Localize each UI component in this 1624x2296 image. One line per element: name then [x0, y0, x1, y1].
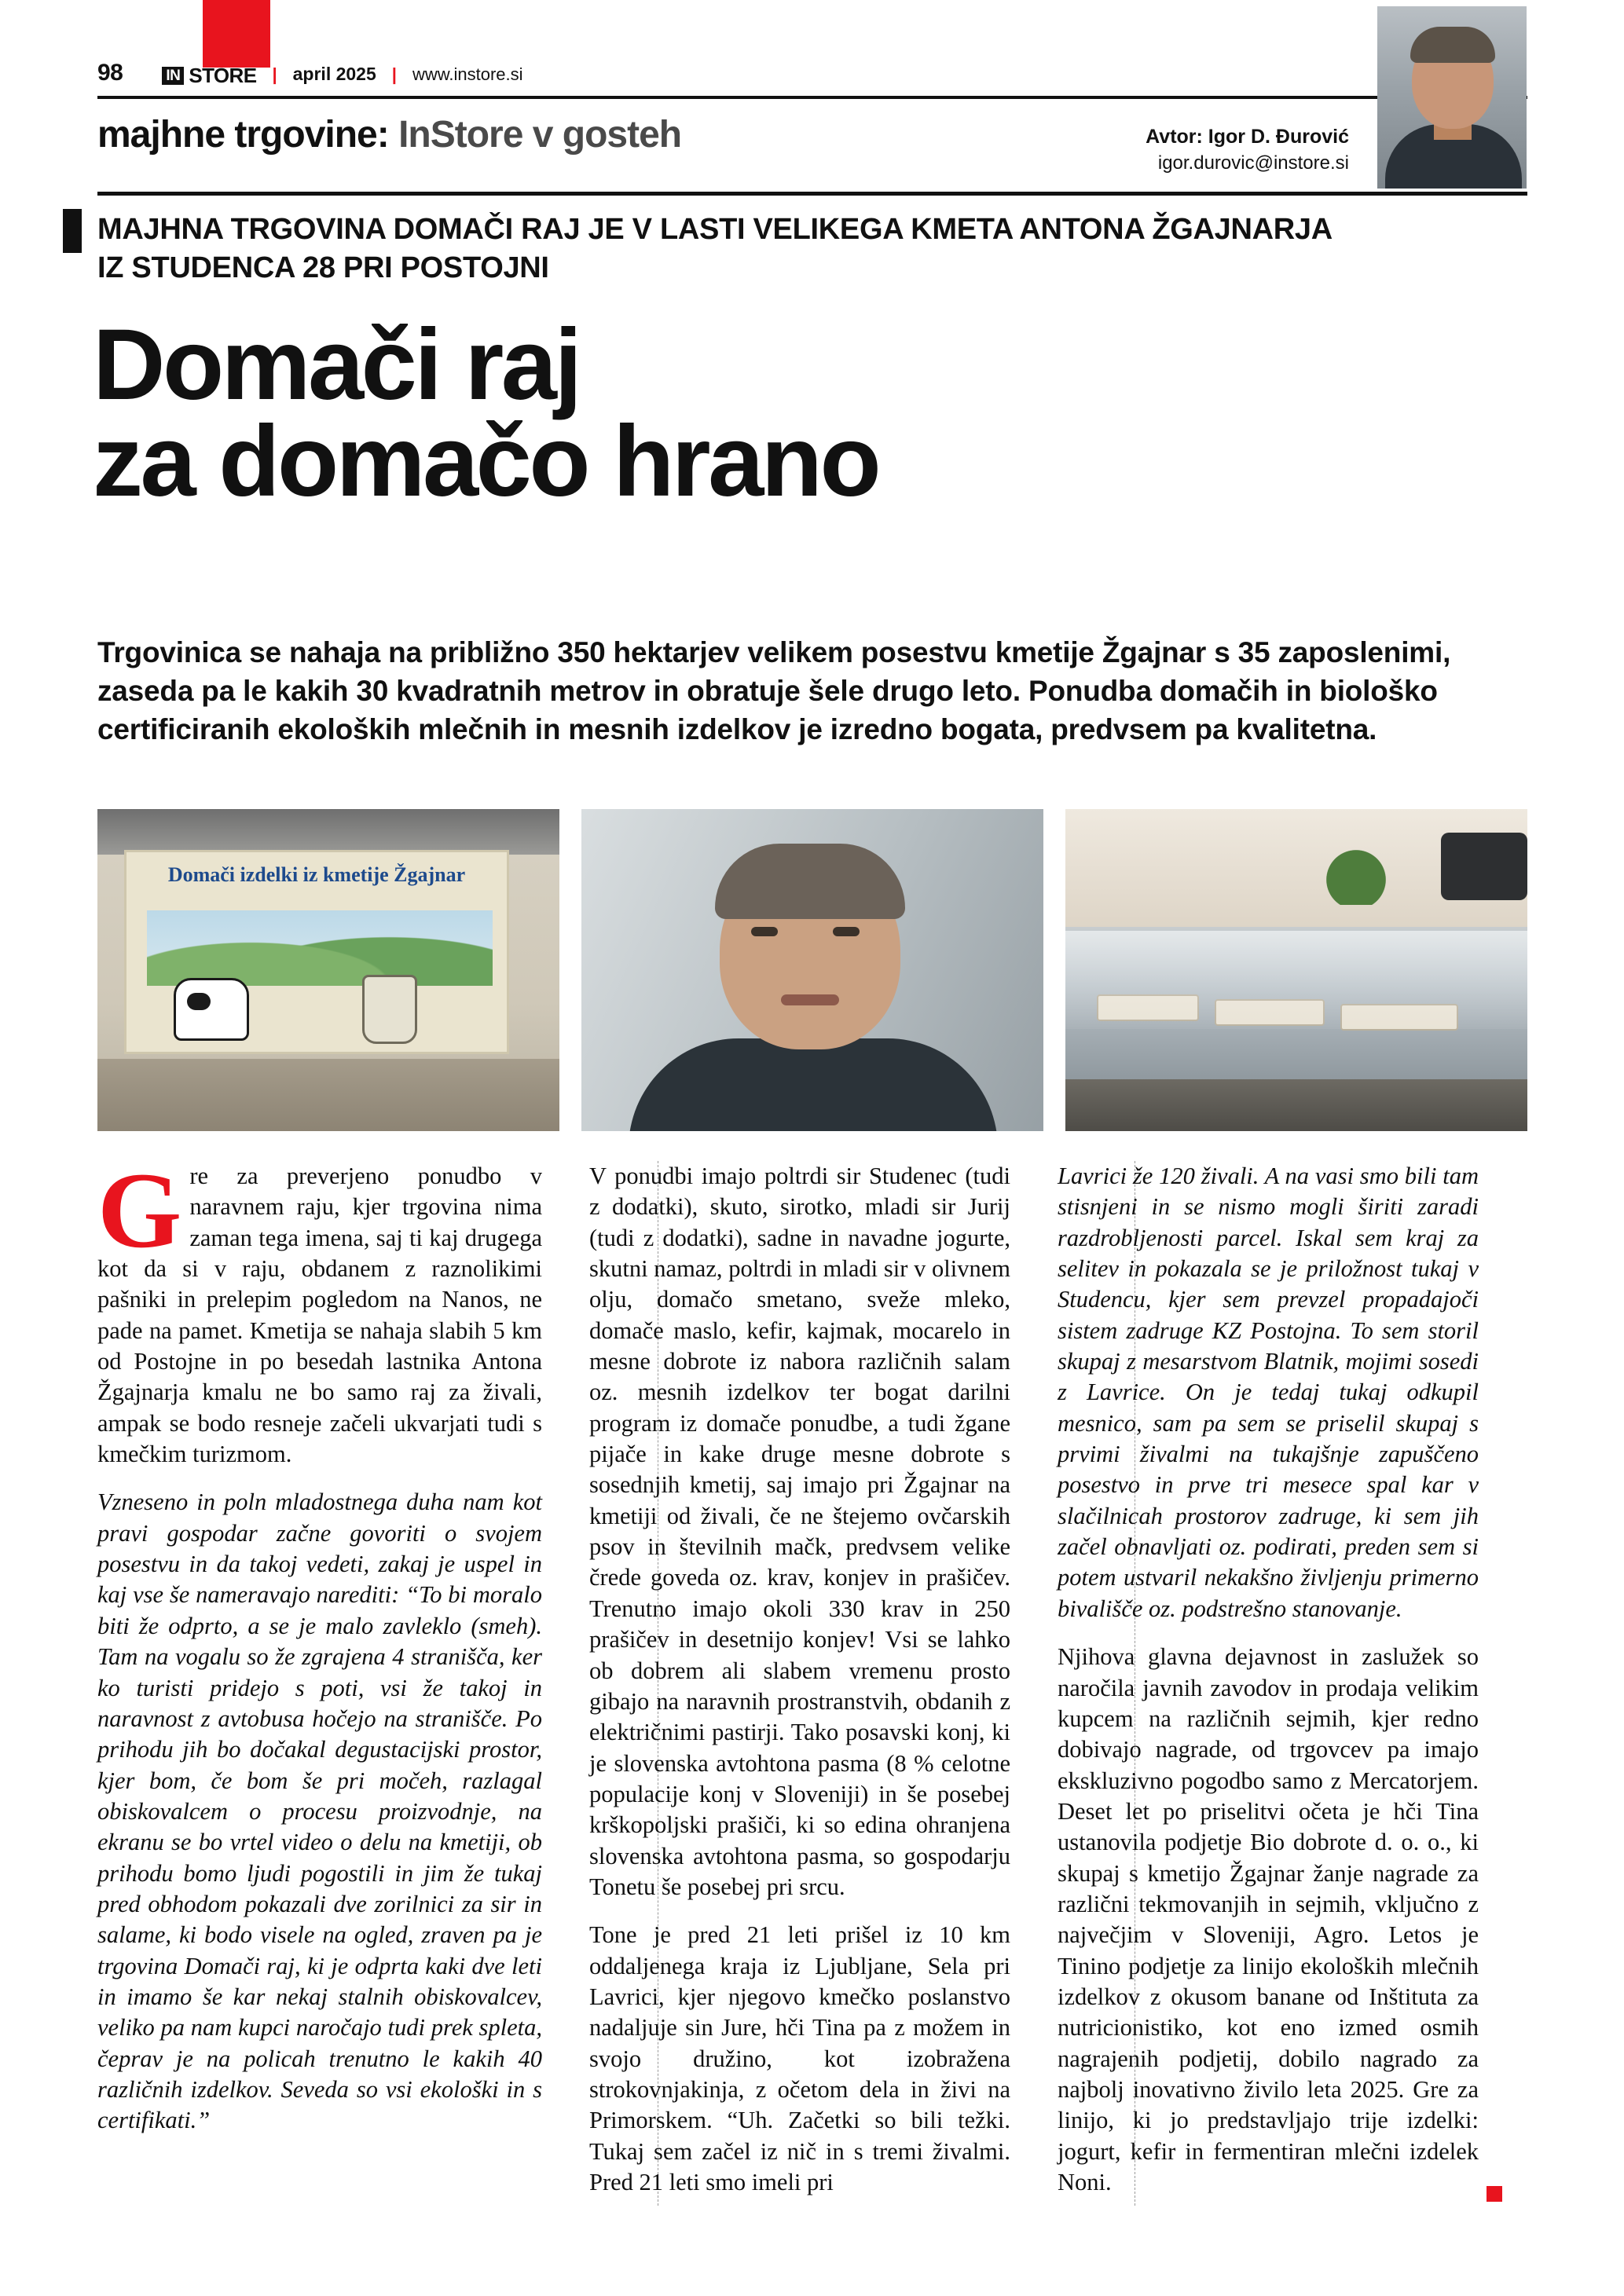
photo3-counter-base — [1065, 1079, 1527, 1131]
article-lede: Trgovinica se nahaja na približno 350 hektarjev velikem posestvu kmetije Žgajnar s 35 zaposlenimi, zaseda pa le kakih 30 kvadratnih metrov in obratuje šele drugo leto. Ponudba domačih in biološko certificiranih ekoloških mlečnih in mesnih izdelkov je izredno bogata, predvsem pa kvalitetna. — [97, 636, 1451, 746]
photo2-mouth — [781, 994, 839, 1005]
cow-icon — [174, 978, 249, 1041]
standfirst-marker — [63, 209, 82, 253]
website-url: www.instore.si — [412, 64, 523, 84]
photo1-ceiling — [97, 809, 559, 855]
logo-in-mark: IN — [162, 67, 184, 85]
headline-line-1: Domači raj — [93, 309, 580, 421]
section-title — [97, 113, 681, 156]
article-body — [97, 1150, 1527, 2206]
page-title — [93, 309, 1350, 518]
photo3-glass-reflection — [1065, 927, 1527, 1029]
paragraph-3-1: Lavrici že 120 živali. A na vasi smo bili tam stisnjeni in se nismo mogli širiti zaradi razdrobljenosti parcel. Iskal sem kraj za selitev in pokazala se je priložnost tukaj v Studencu, kjer sem prevzel propadajoči sistem zadruge KZ Postojna. To sem storil skupaj z mesarstvom Blatnik, mojimi sosedi z Lavrice. On je tedaj tukaj odkupil mesnico, sam pa sem se priselil skupaj s prvimi živalmi na tukajšnje zapuščeno posestvo in prve tri mesece spal kar v slačilnicah prostorov zadruge, ki sem jih začel obnavljati oz. podirati, preden sem si potem ustvaril nekakšno življenju primerno bivališče oz. podstrešno stanovanje. — [1058, 1163, 1479, 1622]
photo2-eye-right — [833, 927, 860, 936]
photo1-landscape-art — [147, 910, 493, 986]
drop-cap: G — [97, 1150, 182, 1270]
paragraph-2-2: Tone je pred 21 leti prišel iz 10 km oddaljenega kraja iz Ljubljane, Sela pri Lavrici, kjer njegovo kmečko poslanstvo nadaljuje sin Jure, hči Tina pa z možem in svojo družino, kot izobražena strokovnjakinja, z očetom dela in živi na Primorskem. “Uh. Začetki so bili težki. Tukaj sem začel iz nič in s tremi živalmi. Pred 21 leti smo imeli pri — [589, 1921, 1010, 2195]
milk-jug-icon — [362, 975, 417, 1044]
author-email: igor.durovic@instore.si — [1157, 152, 1349, 174]
author-portrait-hair — [1410, 27, 1495, 63]
photo3-dark-object — [1441, 833, 1527, 900]
end-mark-wrapper — [1479, 2186, 1502, 2204]
meta-separator-1: | — [272, 64, 277, 84]
issue-date: april 2025 — [292, 64, 376, 84]
author-portrait-photo — [1377, 6, 1527, 189]
body-column-1 — [97, 1150, 566, 2206]
author-name: Avtor: Igor D. Đurović — [1146, 126, 1349, 148]
masthead-meta — [97, 60, 523, 88]
plant-icon — [1325, 842, 1388, 905]
photo-strip — [97, 809, 1527, 1131]
meta-separator-2: | — [391, 64, 397, 84]
photo1-shelf — [97, 1059, 559, 1131]
author-block — [1146, 124, 1349, 176]
paragraph-1-2: Vzneseno in poln mladostnega duha nam kot pravi gospodar začne govoriti o svojem posestvu in da takoj vedeti, zakaj je uspel in kaj vse še nameravajo narediti: “To bi moralo biti že odprto, a se je malo zavleklo (smeh). Tam na vogalu so že zgrajena 4 stranišča, ker ko turisti pridejo s poti, vsi že takoj in naravnost z avtobusa hočejo na stranišče. Po prihodu jih bo dočakal degustacijski prostor, kjer bom, če bom še pri močeh, razlagal obiskovalcem o procesu proizvodnje, na ekranu se bo vrtel video o delu na kmetiji, ob prihodu bomo ljudi pogostili in jim že tukaj pred obhodom pokazali dve zorilnici za sir in salame, ki bodo visele na ogled, zraven pa je trgovina Domači raj, ki je odprta kaki dve leti in imamo še kar nekaj stalnih obiskovalcev, veliko pa nam kupci naročajo tudi prek spleta, čeprav je na policah trenutno le kakih 40 različnih izdelkov. Seveda so vsi ekološki in s certifikati.” — [97, 1489, 542, 2134]
photo1-sign-title: Domači izdelki iz kmetije Žgajnar — [167, 863, 466, 886]
photo-owner-portrait — [581, 809, 1043, 1131]
photo-deli-counter — [1065, 809, 1527, 1131]
photo1-sign — [124, 850, 509, 1054]
section-title-bold: majhne trgovine: — [97, 114, 389, 156]
paragraph-2-1: V ponudbi imajo poltrdi sir Studenec (tudi z dodatki), skuto, sirotko, mladi sir Jurij (tudi z dodatki), sadne in navadne jogurte, skutni namaz, poltrdi in mladi sir v olivnem olju, domačo smetano, sveže mleko, domače maslo, kefir, kajmak, mocarelo in mesne dobrote iz nabora različnih salam oz. mesnih izdelkov ter bogat darilni program iz domače ponudbe, a tudi žgane pijače in kake druge mesne dobrote s sosednjih kmetij, saj imajo pri Žgajnar na kmetiji od živali, če ne štejemo ovčarskih psov in številnih mačk, predvsem velike črede goveda oz. krav, konjev in prašičev. Trenutno imajo okoli 330 krav in 250 prašičev in desetnijo konjev! Vsi se lahko ob dobrem ali slabem vremenu prosto gibajo na naravnih prostranstvih, obdanih z električnimi pastirji. Tako posavski konj, ki je slovenska avtohtona pasma (8 % celotne populacije konj v Sloveniji) in še posebej krškopoljski prašiči, ki so edina ohranjena slovenska avtohtona pasma, so gospodarju Tonetu še posebej pri srcu. — [589, 1163, 1010, 1900]
photo2-hair — [715, 844, 905, 919]
standfirst: MAJHNA TRGOVINA DOMAČI RAJ JE V LASTI VELIKEGA KMETA ANTONA ŽGAJNARJA IZ STUDENCA 28 PRI POSTOJNI — [97, 213, 1332, 284]
header-rule-top — [97, 96, 1527, 99]
logo-store-text: STORE — [189, 64, 257, 87]
body-column-2 — [566, 1161, 1034, 2206]
photo2-torso — [629, 1038, 998, 1131]
body-column-3 — [1034, 1161, 1502, 2206]
instore-logo — [162, 64, 256, 88]
end-mark-icon — [1487, 2186, 1502, 2202]
paragraph-1-1 — [97, 1150, 542, 1470]
paragraph-3-2: Njihova glavna dejavnost in zaslužek so naročila javnih zavodov in prodaja velikim kupcem na različnih sejmih, kjer redno dobivajo nagrade, od trgovcev pa imajo ekskluzivno pogodbo samo z Mercatorjem. Deset let po priselitvi očeta je hči Tina ustanovila podjetje Bio dobrote d. o. o., ki skupaj s kmetijo Žgajnar žanje nagrade za različni tekmovanjih in sejmih, vključno z največjim v Sloveniji, Agro. Letos je Tinino podjetje za linijo ekoloških mlečnih izdelkov z okusom banane od Inštituta za nutricionistiko, kot eno izmed osmih nagrajenih podjetij, dobilo nagrado za najbolj inovativno živilo leta 2025. Gre za linijo, ki jo predstavljajo trije izdelki: jogurt, kefir in fermentiran mlečni izdelek Noni. — [1058, 1643, 1479, 2195]
page-number: 98 — [97, 60, 123, 86]
header-rule-bottom — [97, 192, 1527, 196]
red-corner-block — [203, 0, 270, 68]
photo2-eye-left — [751, 927, 778, 936]
headline-line-2: za domačo hrano — [93, 405, 879, 518]
section-title-light: InStore v gosteh — [398, 114, 682, 156]
paragraph-1-1-text: re za preverjeno ponudbo v naravnem raju, kjer trgovina nima zaman tega imena, saj ti kaj drugega kot da si v raju, obdanem z raznolikimi pašniki in prelepim pogledom na Nanos, ne pade na pamet. Kmetija se nahaja slabih 5 km od Postojne in po besedah lastnika Antona Žgajnarja kmalu ne bo samo raj za živali, ampak se bodo resneje začeli ukvarjati tudi s kmečkim turizmom. — [97, 1163, 542, 1468]
photo-farm-banner — [97, 809, 559, 1131]
